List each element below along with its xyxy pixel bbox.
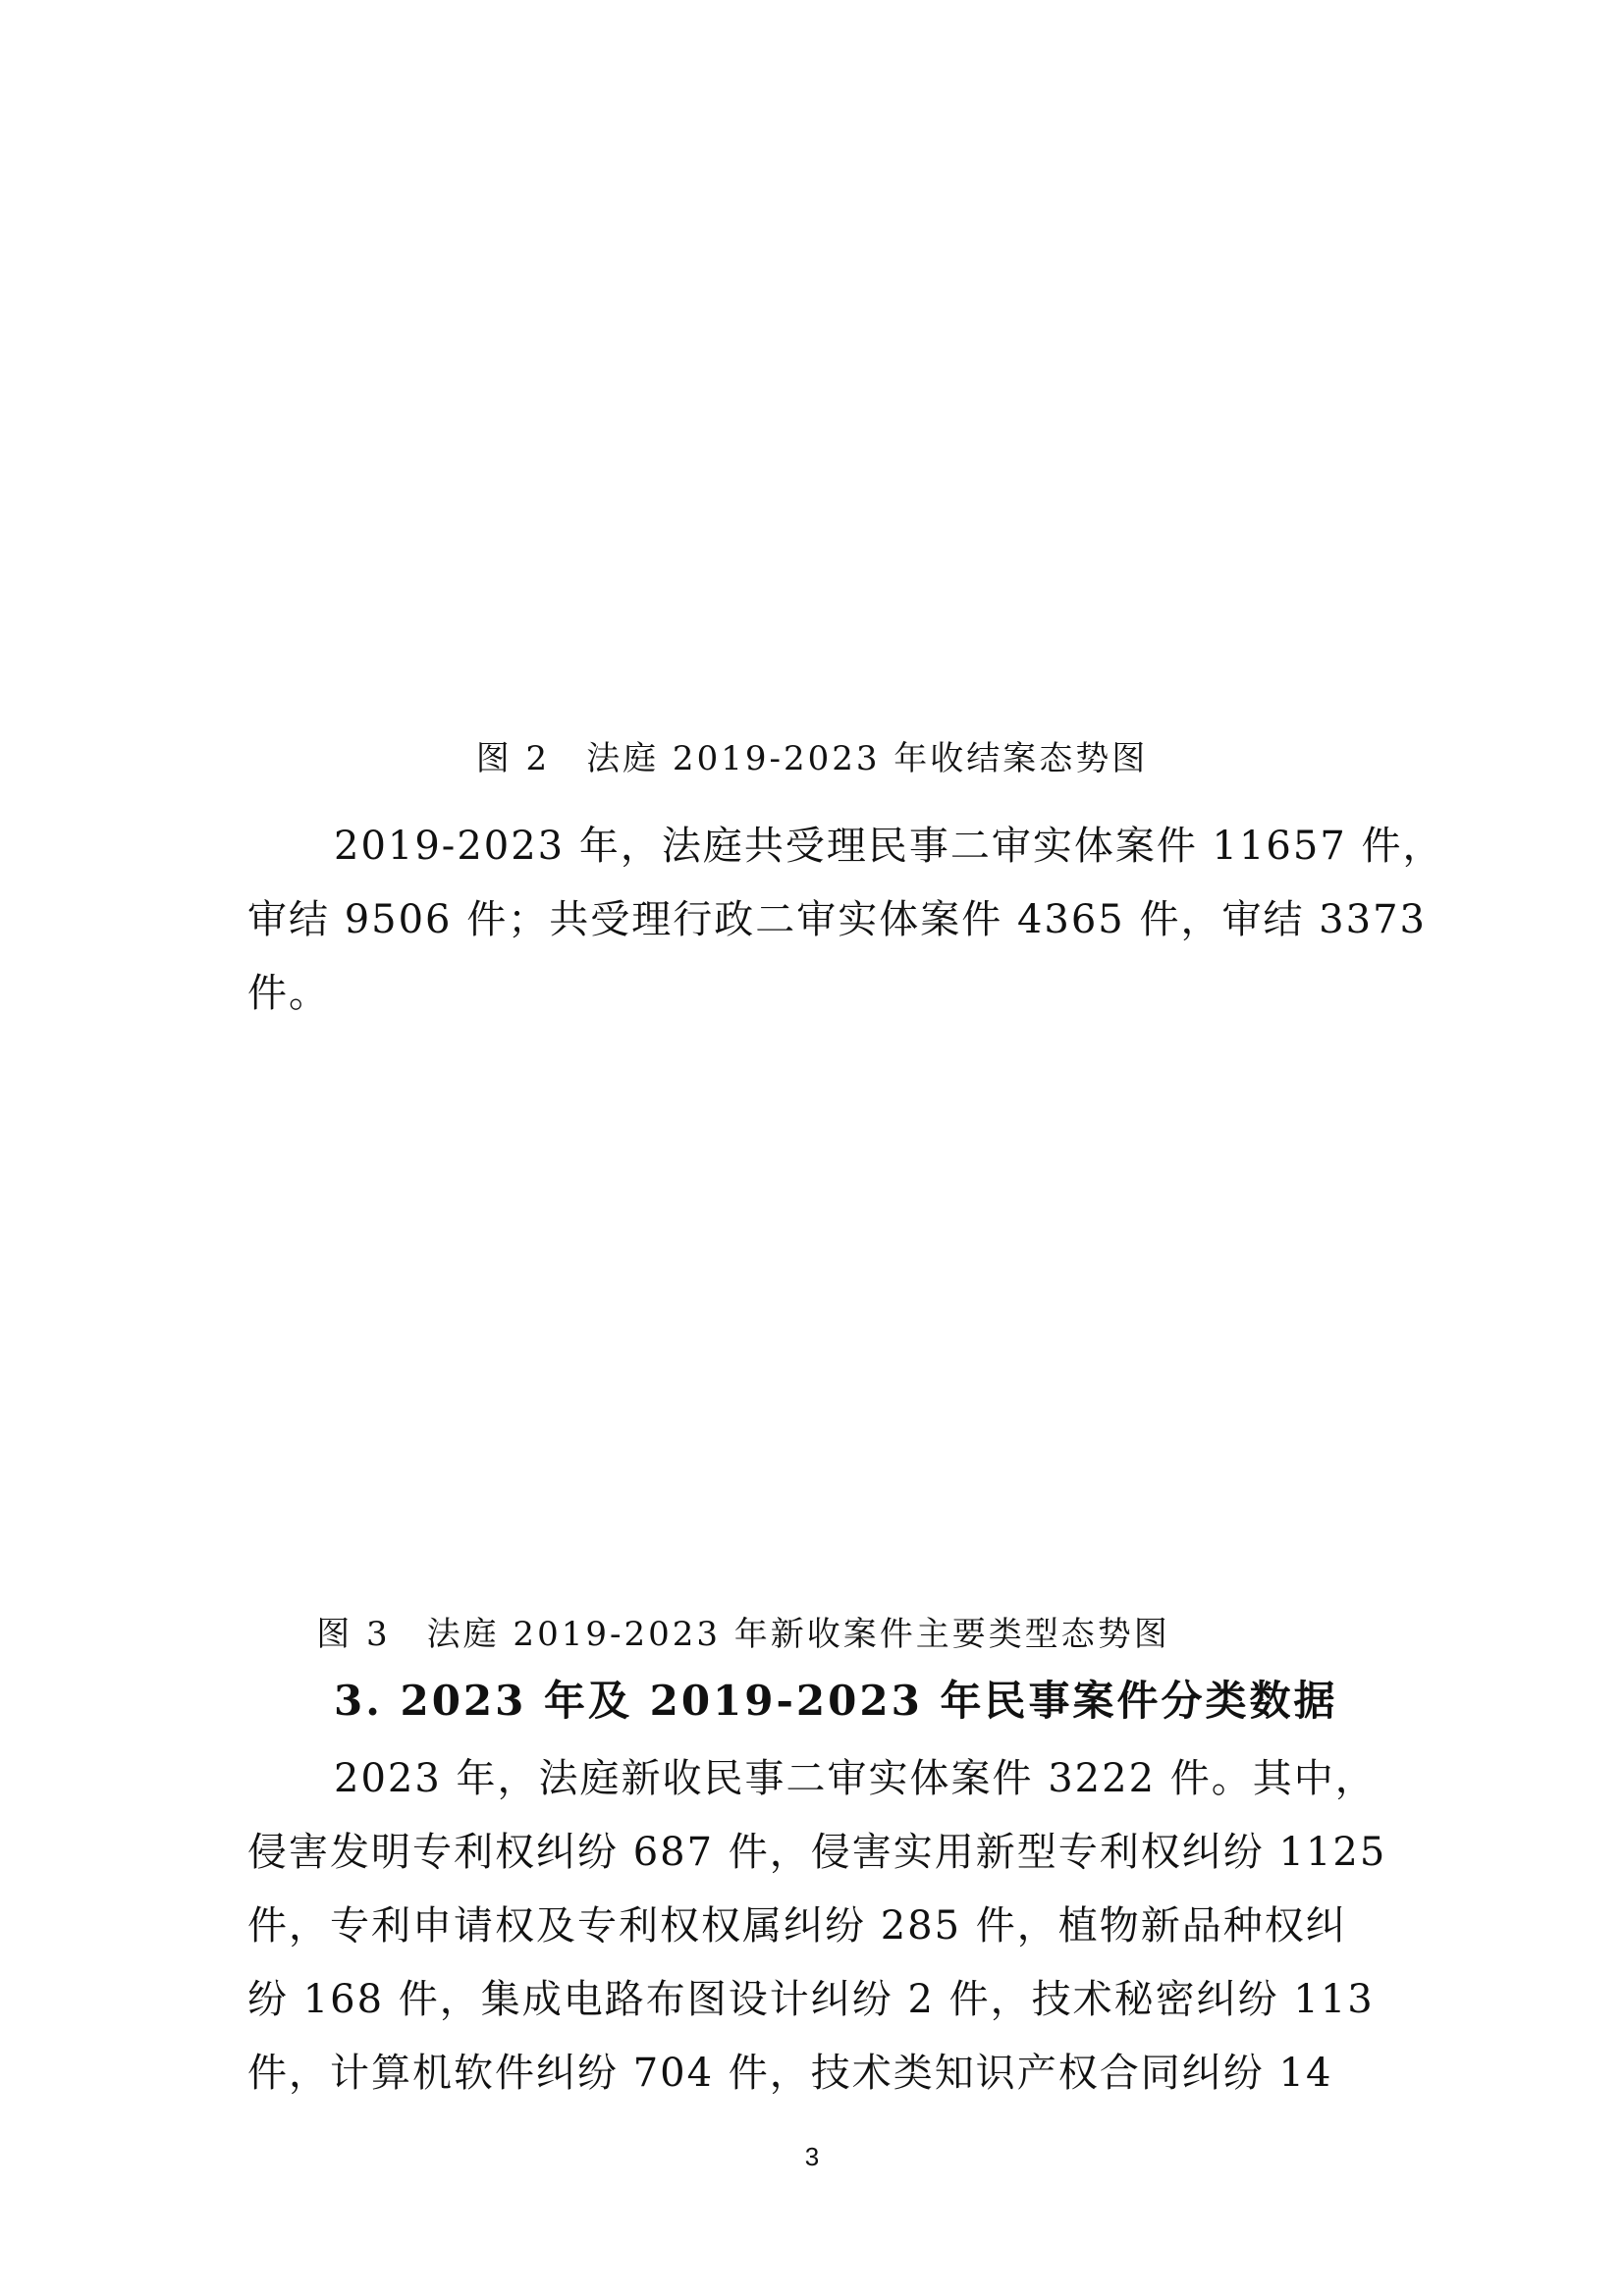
- paragraph-line: 审结 9506 件；共受理行政二审实体案件 4365 件，审结 3373: [247, 897, 1427, 942]
- paragraph-line: 件，计算机软件纠纷 704 件，技术类知识产权合同纠纷 14: [247, 2051, 1333, 2096]
- paragraph-line: 2023 年，法庭新收民事二审实体案件 3222 件。其中，: [334, 1756, 1377, 1801]
- chart-1-svg: [324, 211, 1326, 707]
- chart-case-intake-closure: [324, 211, 1326, 707]
- paragraph-civil-cases: [247, 1742, 1386, 2110]
- paragraph-line: 侵害发明专利权纠纷 687 件，侵害实用新型专利权纠纷 1125: [247, 1830, 1387, 1875]
- section-heading: 3. 2023 年及 2019-2023 年民事案件分类数据: [334, 1677, 1338, 1725]
- paragraph-line: 纷 168 件，集成电路布图设计纠纷 2 件，技术秘密纠纷 113: [247, 1977, 1375, 2022]
- chart-case-type-trend: [295, 1055, 1384, 1590]
- page-number: 3: [804, 2142, 820, 2171]
- paragraph-line: 2019-2023 年，法庭共受理民事二审实体案件 11657 件，: [334, 824, 1444, 869]
- paragraph-line: 件，专利申请权及专利权权属纠纷 285 件，植物新品种权纠: [247, 1903, 1347, 1949]
- chart-2-svg: [295, 1055, 1384, 1590]
- figure-3-caption: 图 3 法庭 2019-2023 年新收案件主要类型态势图: [316, 1615, 1170, 1654]
- paragraph-line: 件。: [247, 971, 330, 1016]
- figure-2-caption: 图 2 法庭 2019-2023 年收结案态势图: [475, 739, 1149, 778]
- paragraph-summary: [247, 810, 1444, 1031]
